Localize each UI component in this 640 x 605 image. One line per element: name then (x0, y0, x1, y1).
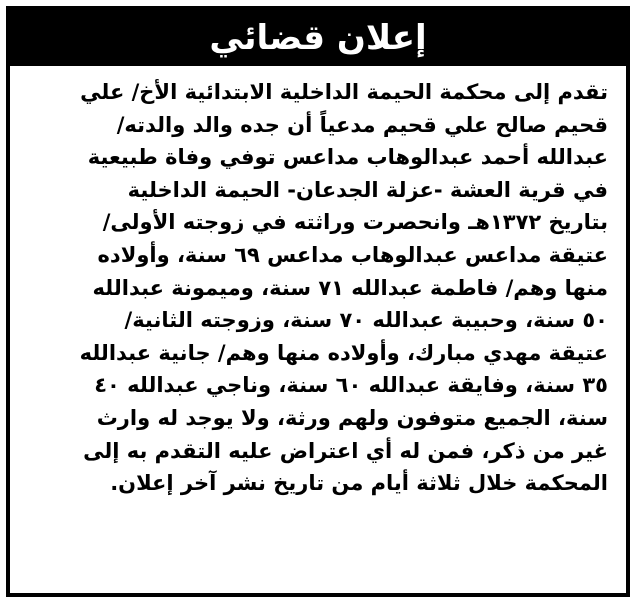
notice-header (10, 10, 626, 66)
notice-line: قحيم صالح علي قحيم مدعياً أن جده والد والدته/ (116, 112, 608, 137)
notice-line: سنة، الجميع متوفون ولهم ورثة، ولا يوجد له وارث (96, 405, 608, 430)
notice-line: في قرية العشة -عزلة الجدعان- الحيمة الداخلية (127, 177, 608, 202)
judicial-notice (6, 6, 630, 597)
notice-body (28, 76, 608, 585)
notice-line: عبدالله أحمد عبدالوهاب مداعس توفي وفاة طبيعية (87, 145, 608, 170)
notice-line: عتيقة مداعس عبدالوهاب مداعس ٦٩ سنة، وأولاده (97, 242, 608, 267)
notice-title: إعلان قضائي (209, 18, 427, 58)
notice-line: منها وهم/ فاطمة عبدالله ٧١ سنة، وميمونة عبدالله (92, 275, 608, 300)
notice-line: عتيقة مهدي مبارك، وأولاده منها وهم/ جانية عبدالله (79, 340, 608, 365)
notice-line: تقدم إلى محكمة الحيمة الداخلية الابتدائية الأخ/ علي (80, 80, 608, 104)
notice-line: المحكمة خلال ثلاثة أيام من تاريخ نشر آخر إعلان. (110, 471, 608, 496)
notice-line: ٥٠ سنة، وحبيبة عبدالله ٧٠ سنة، وزوجته الثانية/ (124, 308, 608, 333)
notice-line: بتاريخ ١٣٧٢هـ وانحصرت وراثته في زوجته الأولى/ (102, 210, 608, 235)
notice-line: ٣٥ سنة، وفايقة عبدالله ٦٠ سنة، وناجي عبدالله ٤٠ (94, 373, 608, 398)
notice-line: غير من ذكر، فمن له أي اعتراض عليه التقدم به إلى (83, 438, 608, 463)
